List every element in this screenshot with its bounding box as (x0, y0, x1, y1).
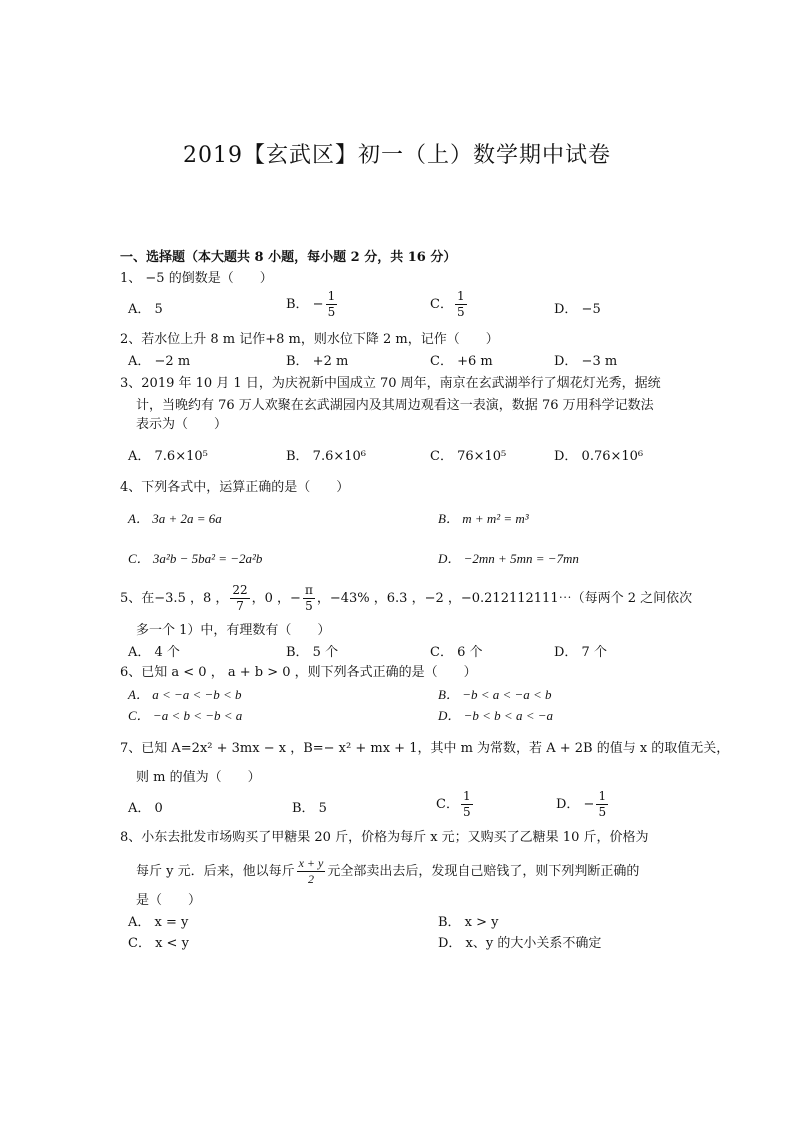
question-8-line-2-start: 每斤 y 元．后来，他以每斤 (136, 864, 295, 879)
question-8-line-2-end: 元全部卖出去后，发现自己赔钱了，则下列判断正确的 (327, 864, 640, 879)
question-2-option-d: D． −3 m (554, 354, 618, 369)
fraction (461, 789, 473, 820)
question-4-option-c: C． 3a²b − 5ba² = −2a²b (128, 551, 263, 566)
numerator: 1 (327, 289, 336, 303)
question-8-option-a: A． x = y (128, 915, 189, 930)
question-5-option-c: C． 6 个 (430, 645, 483, 660)
question-2-stem: 2、若水位上升 8 m 记作+8 m，则水位下降 2 m，记作（ ） (120, 332, 499, 347)
numerator: 1 (456, 289, 465, 303)
fraction (326, 289, 338, 320)
fraction-x-plus-y-over-2 (297, 856, 326, 887)
question-8-line-2 (136, 856, 639, 887)
numerator: 1 (598, 789, 607, 803)
denominator: 7 (236, 599, 244, 613)
option-c-label: C． (436, 797, 459, 812)
numerator: x + y (298, 856, 324, 870)
question-8-option-c: C． x < y (128, 936, 189, 951)
numerator: 1 (462, 789, 471, 803)
question-6-option-c: C． −a < b < −b < a (128, 708, 243, 723)
question-3-line-2: 计，当晚约有 76 万人欢聚在玄武湖园内及其周边观看这一表演，数据 76 万用科学记数法 (136, 398, 654, 413)
question-3-option-d: D． 0.76×10⁶ (554, 449, 644, 464)
denominator: 5 (305, 599, 313, 613)
question-6-option-d: D． −b < b < a < −a (438, 708, 554, 723)
question-6-option-b: B． −b < a < −a < b (438, 687, 552, 702)
question-4-option-b: B． m + m² = m³ (438, 511, 529, 526)
option-b-label: B． − (286, 297, 324, 312)
option-c-label: C． (430, 297, 453, 312)
question-5-part-2: ，0 ，− (251, 591, 301, 606)
fraction-pi-5 (303, 583, 315, 614)
question-8-option-b: B． x > y (438, 915, 499, 930)
denominator: 2 (307, 872, 314, 886)
question-5-part-1: 5、在−3.5 ，8 ， (120, 591, 229, 606)
question-7-option-b: B． 5 (292, 801, 327, 816)
question-5-part-3: ，−43% ，6.3 ，−2 ，−0.212112111⋯（每两个 2 之间依次 (316, 591, 693, 606)
question-7-line-2: 则 m 的值为（ ） (136, 770, 261, 785)
question-2-option-b: B． +2 m (286, 354, 349, 369)
question-1-option-a: A． 5 (128, 302, 163, 317)
question-4-option-a: A． 3a + 2a = 6a (128, 511, 222, 526)
question-7-option-c (436, 789, 475, 820)
question-3-line-3: 表示为（ ） (136, 417, 228, 432)
question-3-option-b: B． 7.6×10⁶ (286, 449, 367, 464)
question-7-option-a: A． 0 (128, 801, 163, 816)
fraction (455, 289, 467, 320)
option-d-label: D． − (556, 797, 595, 812)
section-heading: 一、选择题（本大题共 8 小题，每小题 2 分，共 16 分） (120, 250, 457, 265)
question-4-option-d: D． −2mn + 5mn = −7mn (438, 551, 579, 566)
question-2-option-a: A． −2 m (128, 354, 191, 369)
fraction-22-7 (230, 583, 249, 614)
denominator: 5 (462, 805, 471, 819)
question-5-line-2: 多一个 1）中，有理数有（ ） (136, 623, 331, 638)
question-3-option-c: C． 76×10⁵ (430, 449, 507, 464)
question-1-option-d: D． −5 (554, 302, 601, 317)
question-1-stem: 1、 −5 的倒数是（ ） (120, 271, 273, 286)
fraction (596, 789, 608, 820)
question-1-option-b (286, 289, 339, 320)
question-1-option-c (430, 289, 469, 320)
question-8-line-1: 8、小东去批发市场购买了甲糖果 20 斤，价格为每斤 x 元；又购买了乙糖果 10 斤，价格为 (120, 830, 649, 845)
denominator: 5 (327, 305, 336, 319)
question-3-line-1: 3、2019 年 10 月 1 日，为庆祝新中国成立 70 周年，南京在玄武湖举行了烟花灯光秀，据统 (120, 376, 661, 391)
question-5-option-a: A． 4 个 (128, 645, 180, 660)
question-6-option-a: A． a < −a < −b < b (128, 687, 242, 702)
page-title: 2019【玄武区】初一（上）数学期中试卷 (183, 143, 611, 168)
question-8-option-d: D． x、y 的大小关系不确定 (438, 936, 602, 951)
question-8-line-3: 是（ ） (136, 893, 202, 908)
question-5-option-b: B． 5 个 (286, 645, 339, 660)
denominator: 5 (598, 805, 607, 819)
question-3-option-a: A． 7.6×10⁵ (128, 449, 208, 464)
question-5-option-d: D． 7 个 (554, 645, 607, 660)
numerator: 22 (232, 583, 248, 597)
numerator: π (304, 583, 313, 597)
question-6-stem: 6、已知 a < 0 ， a + b > 0 ，则下列各式正确的是（ ） (120, 665, 477, 680)
question-7-line-1: 7、已知 A=2x² + 3mx − x ，B=− x² + mx + 1，其中 m 为常数，若 A + 2B 的值与 x 的取值无关， (120, 741, 730, 756)
question-2-option-c: C． +6 m (430, 354, 493, 369)
question-5-line-1 (120, 583, 692, 614)
question-4-stem: 4、下列各式中，运算正确的是（ ） (120, 480, 350, 495)
question-7-option-d (556, 789, 610, 820)
denominator: 5 (456, 305, 465, 319)
